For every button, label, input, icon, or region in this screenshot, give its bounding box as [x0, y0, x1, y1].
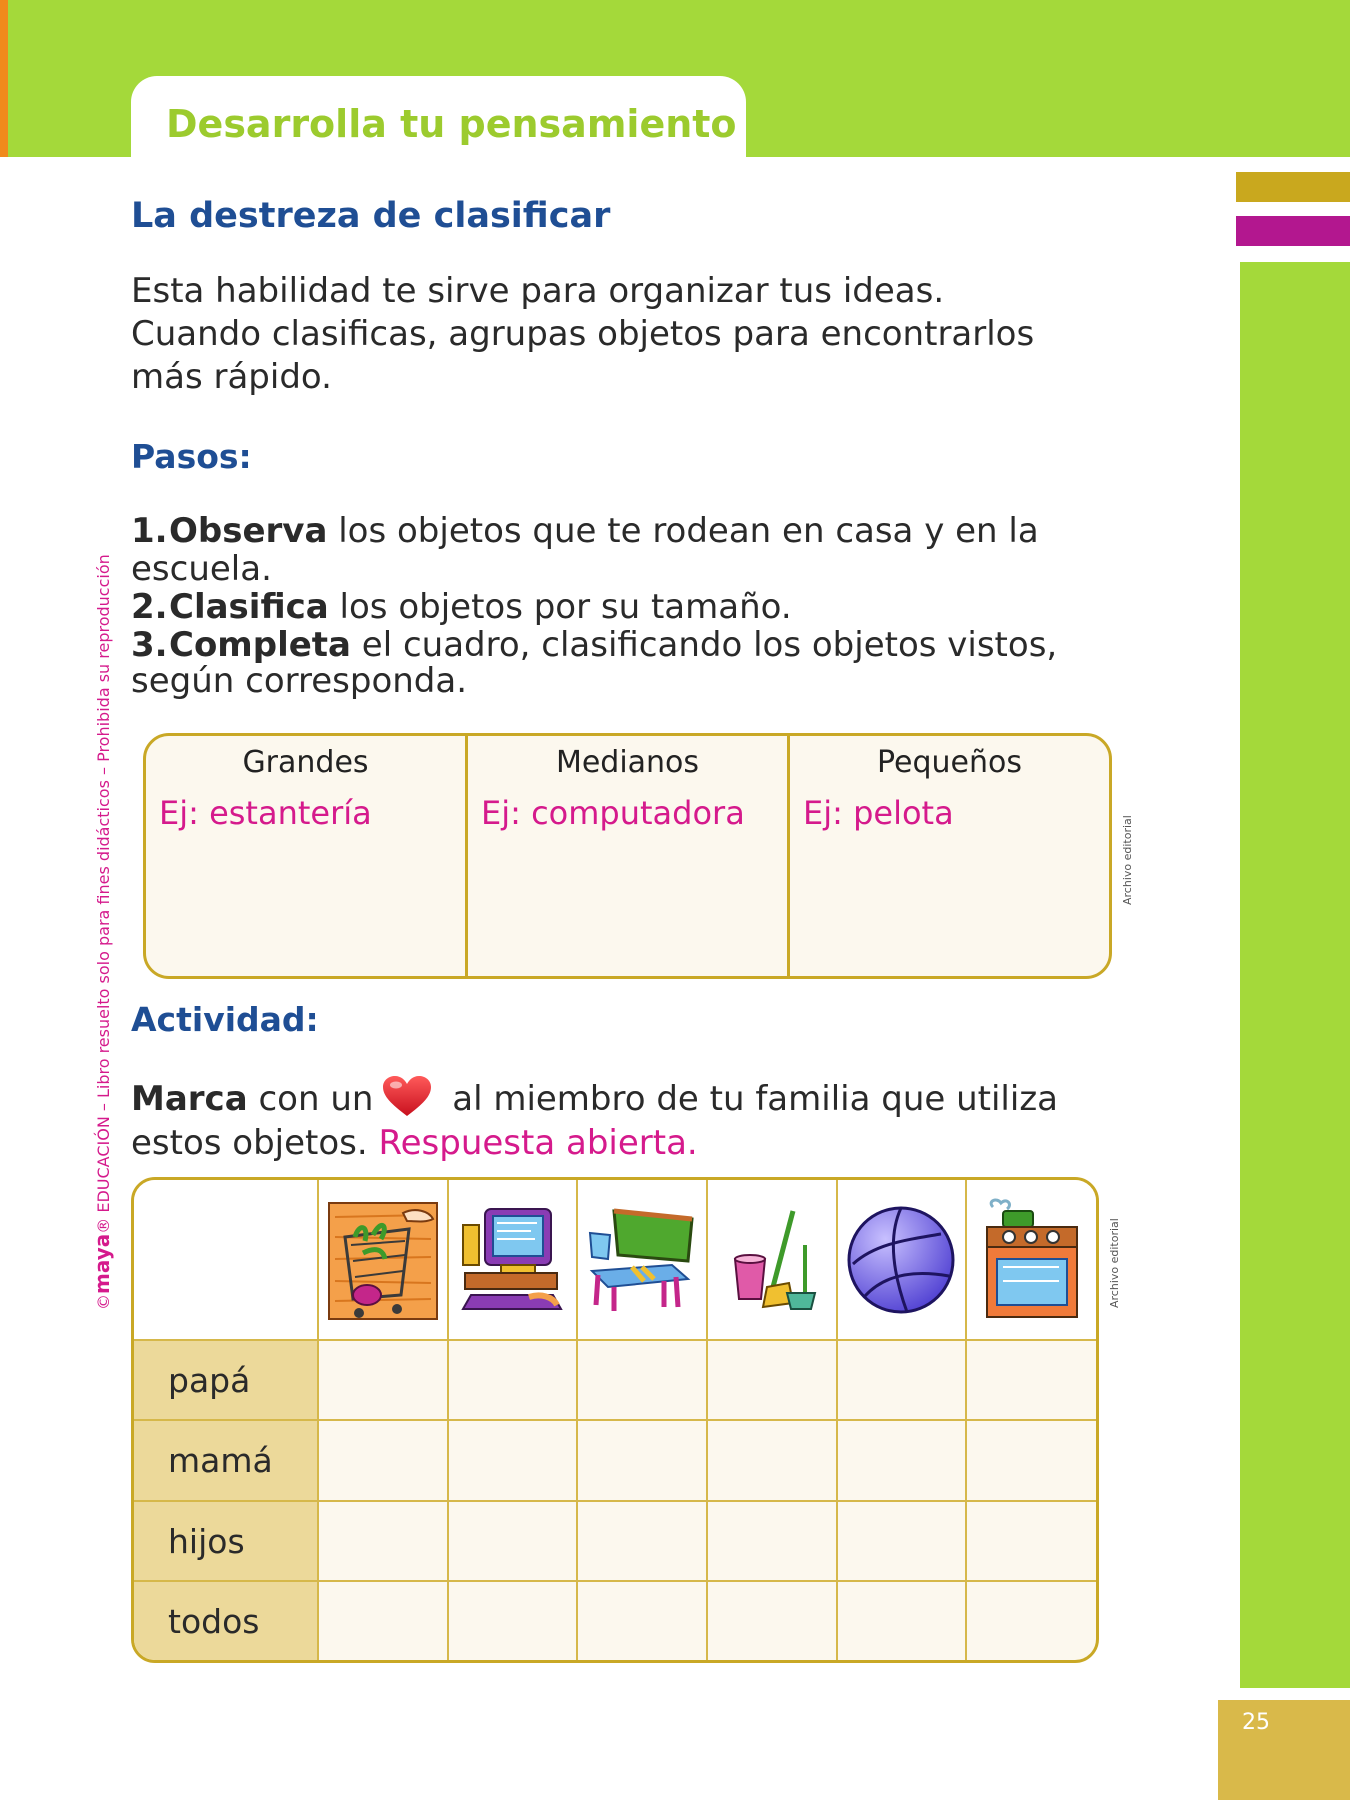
activity-text-line2: estos objetos. [131, 1123, 368, 1163]
heart-icon [381, 1074, 433, 1118]
school-desk-icon [584, 1205, 700, 1315]
column-large [146, 736, 468, 976]
activity-verb: Marca [131, 1079, 248, 1119]
computer-icon [457, 1205, 567, 1315]
image-credit: Archivo editorial [1121, 815, 1134, 905]
mark-cell[interactable] [577, 1501, 707, 1581]
ball-icon [845, 1204, 957, 1316]
shopping-cart-icon [325, 1197, 441, 1323]
step-1 [131, 512, 1131, 588]
answer-note: Respuesta abierta. [378, 1123, 698, 1163]
member-label: todos [134, 1581, 318, 1660]
activity-text: al miembro de tu familia que utiliza [441, 1079, 1059, 1119]
mark-cell[interactable] [966, 1501, 1096, 1581]
column-example[interactable]: Ej: estantería [159, 794, 372, 832]
mark-cell[interactable] [837, 1581, 967, 1660]
step-text: el cuadro, clasificando los objetos vistos, [351, 625, 1058, 665]
member-row [134, 1420, 1096, 1500]
mark-cell[interactable] [448, 1581, 578, 1660]
mark-cell[interactable] [837, 1340, 967, 1420]
step-number: 3. [131, 625, 168, 665]
object-cell [448, 1180, 578, 1340]
copyright-text: EDUCACIÓN – Libro resuelto solo para fines didácticos – Prohibida su reproducción [94, 554, 113, 1213]
mark-cell[interactable] [577, 1420, 707, 1500]
column-header: Medianos [555, 745, 700, 780]
mark-cell[interactable] [707, 1420, 837, 1500]
step-number: 2. [131, 587, 168, 627]
mark-cell[interactable] [448, 1420, 578, 1500]
step-3 [131, 625, 1131, 701]
step-text-continued: escuela. [131, 549, 272, 589]
cleaning-tools-icon [727, 1205, 817, 1315]
column-example[interactable]: Ej: pelota [803, 794, 954, 832]
activity-text: con un [247, 1079, 374, 1119]
page-number-box [1218, 1700, 1350, 1800]
member-label: mamá [134, 1420, 318, 1500]
activity-instructions [131, 1074, 1058, 1165]
mark-cell[interactable] [837, 1420, 967, 1500]
member-row [134, 1501, 1096, 1581]
object-cell [707, 1180, 837, 1340]
intro-paragraph [131, 270, 1131, 399]
classification-table [143, 733, 1112, 979]
mark-cell[interactable] [966, 1340, 1096, 1420]
mark-cell[interactable] [837, 1501, 967, 1581]
step-text-continued: según corresponda. [131, 661, 468, 701]
member-label: hijos [134, 1501, 318, 1581]
mark-cell[interactable] [448, 1340, 578, 1420]
object-cell [318, 1180, 448, 1340]
steps-heading: Pasos: [131, 437, 252, 476]
step-verb: Clasifica [169, 587, 329, 627]
column-example[interactable]: Ej: computadora [481, 794, 745, 832]
mark-cell[interactable] [318, 1340, 448, 1420]
section-title: Desarrolla tu pensamiento [166, 102, 737, 146]
member-row [134, 1340, 1096, 1420]
step-number: 1. [131, 511, 168, 551]
mark-cell[interactable] [966, 1581, 1096, 1660]
step-2 [131, 588, 1131, 626]
mark-cell[interactable] [577, 1340, 707, 1420]
page-number: 25 [1242, 1710, 1270, 1735]
step-verb: Observa [169, 511, 328, 551]
mark-cell[interactable] [318, 1501, 448, 1581]
family-objects-table [131, 1177, 1099, 1663]
object-cell [577, 1180, 707, 1340]
mark-cell[interactable] [448, 1501, 578, 1581]
object-cell [966, 1180, 1096, 1340]
column-header: Grandes [242, 745, 369, 780]
column-header: Pequeños [877, 745, 1022, 780]
intro-line: más rápido. [131, 357, 332, 397]
column-medium [468, 736, 790, 976]
intro-line: Cuando clasificas, agrupas objetos para encontrarlos [131, 314, 1035, 354]
mark-cell[interactable] [707, 1581, 837, 1660]
stove-icon [979, 1197, 1085, 1323]
member-label: papá [134, 1340, 318, 1420]
activity-heading: Actividad: [131, 1000, 319, 1039]
mark-cell[interactable] [966, 1420, 1096, 1500]
mark-cell[interactable] [577, 1581, 707, 1660]
step-text: los objetos que te rodean en casa y en la [327, 511, 1039, 551]
mark-cell[interactable] [707, 1340, 837, 1420]
object-cell [837, 1180, 967, 1340]
mark-cell[interactable] [707, 1501, 837, 1581]
copyright-side-note: ©maya® EDUCACIÓN – Libro resuelto solo para fines didácticos – Prohibida su reproducción [90, 554, 114, 1310]
objects-header-row [134, 1180, 1096, 1340]
image-credit: Archivo editorial [1108, 1218, 1121, 1308]
mark-cell[interactable] [318, 1581, 448, 1660]
mark-cell[interactable] [318, 1420, 448, 1500]
corner-cell [134, 1180, 318, 1340]
intro-line: Esta habilidad te sirve para organizar tus ideas. [131, 271, 945, 311]
step-text: los objetos por su tamaño. [328, 587, 792, 627]
orange-edge [0, 0, 8, 157]
brand-name: maya [90, 1233, 114, 1294]
lesson-title: La destreza de clasificar [131, 196, 611, 236]
right-stripe-gold [1236, 172, 1350, 202]
step-verb: Completa [169, 625, 351, 665]
member-row [134, 1581, 1096, 1660]
right-stripe-magenta [1236, 216, 1350, 246]
right-bar [1240, 262, 1350, 1688]
steps-list [131, 511, 1131, 701]
column-small [790, 736, 1109, 976]
